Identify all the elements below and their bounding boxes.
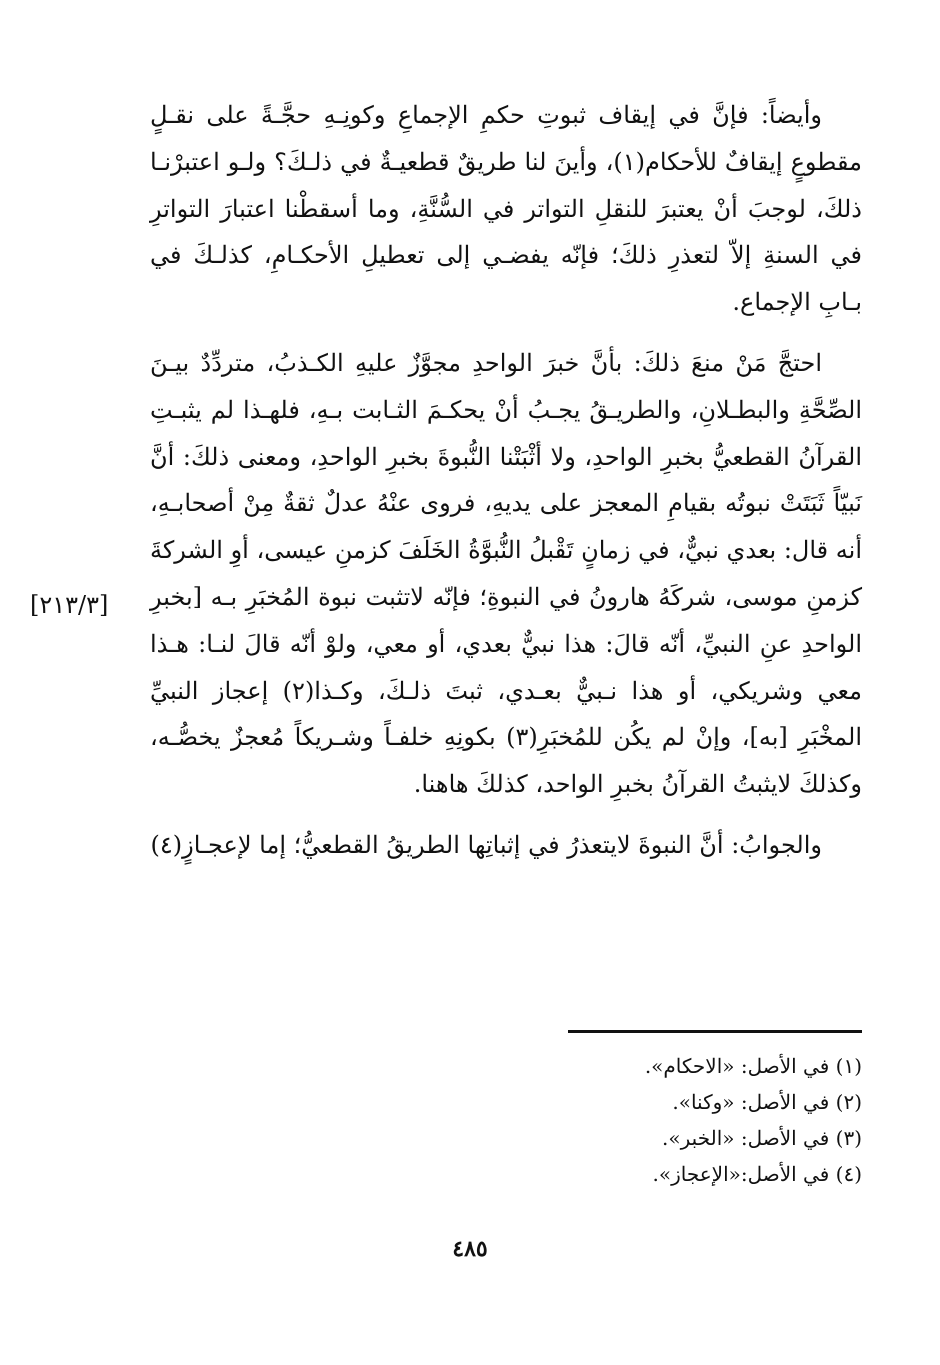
footnote-4: (٤) في الأصل:«الإعجاز». (652, 1162, 862, 1186)
paragraph-gap (150, 808, 862, 822)
footnotes-section (150, 1048, 862, 1192)
paragraph-1: وأيضاً: فإنَّ في إيقاف ثبوتِ حكمِ الإجماعِ وكونِـهِ حجَّـةً على نقـلٍ مقطوعٍ إيقافٌ للأحكام(١)، وأينَ لنا طريقٌ قطعيـةٌ في ذلـكَ؟ ولـو اعتبرْنـا ذلكَ، لوجبَ أنْ يعتبرَ للنقلِ التواتر في السُّنَّةِ، وما أسقطْنا اعتبارَ التواترِ في السنةِ إلاّ لتعذرِ ذلكَ؛ فإنّه يفضـي إلى تعطيلِ الأحكـامِ، كذلـكَ في بـابِ الإجماع. (150, 101, 862, 317)
margin-volume-page-reference: [٢١٣/٣] (30, 591, 109, 619)
main-text (150, 92, 862, 869)
footnote-1: (١) في الأصل: «الاحكام». (644, 1054, 862, 1078)
paragraph-2: احتجَّ مَنْ منعَ ذلكَ: بأنَّ خبرَ الواحدِ مجوَّزٌ عليهِ الكـذبُ، متردِّدٌ بيـنَ الصِّحَّةِ والبطـلانِ، والطريـقُ يجـبُ أنْ يحكـمَ الثـابت بـهِ، فلهـذا لم يثبـتِ القرآنُ القطعيُّ بخبرِ الواحدِ، ولا أثْبَتْنا النُّبوةَ بخبرِ الواحدِ، ومعنى ذلكَ: أنَّ نَبيّاً ثَبَتَتْ نبوتُه بقيامِ المعجز على يديهِ، فروى عنْهُ عدلٌ ثقةٌ مِنْ أصحابـهِ، أنه قال: بعدي نبيٌّ، في زمانٍ تَقْبلُ النُّبوَّةُ الخَلَفَ كزمنِ عيسى، أوِ الشركةَ كزمنِ موسى، شركَهُ هارونُ في النبوةِ؛ فإنّه لاتثبت نبوة المُخبَرِ بـه [بخبرِ الواحدِ عنِ النبيِّ، أنّه قالَ: هذا نبيٌّ بعدي، أو معي، ولوْ أنّه قالَ لنـا: هـذا معي وشريكي، أو هذا نـبيٌّ بعـدي، ثبتَ ذلـكَ، وكـذا(٢) إعجاز النبيِّ المخْبَرِ [به]، وإنْ لم يكُن للمُخبَرِ(٣) بكونِهِ خلفـاً وشـريكاً مُعجزٌ يخصُّـه، وكذلكَ لايثبتُ القرآنُ بخبرِ الواحد، كذلكَ هاهنا. (150, 348, 862, 799)
footnote-2: (٢) في الأصل: «وكنا». (672, 1090, 862, 1114)
page-number: ٤٨٥ (452, 1236, 488, 1262)
footnote-3: (٣) في الأصل: «الخبر». (662, 1126, 862, 1150)
paragraph-gap (150, 326, 862, 340)
footnote-separator-line (568, 1030, 862, 1033)
paragraph-3: والجوابُ: أنَّ النبوةَ لايتعذرُ في إثباتِها الطريقُ القطعيُّ؛ إما لإعجـازٍ(٤) (150, 830, 822, 859)
